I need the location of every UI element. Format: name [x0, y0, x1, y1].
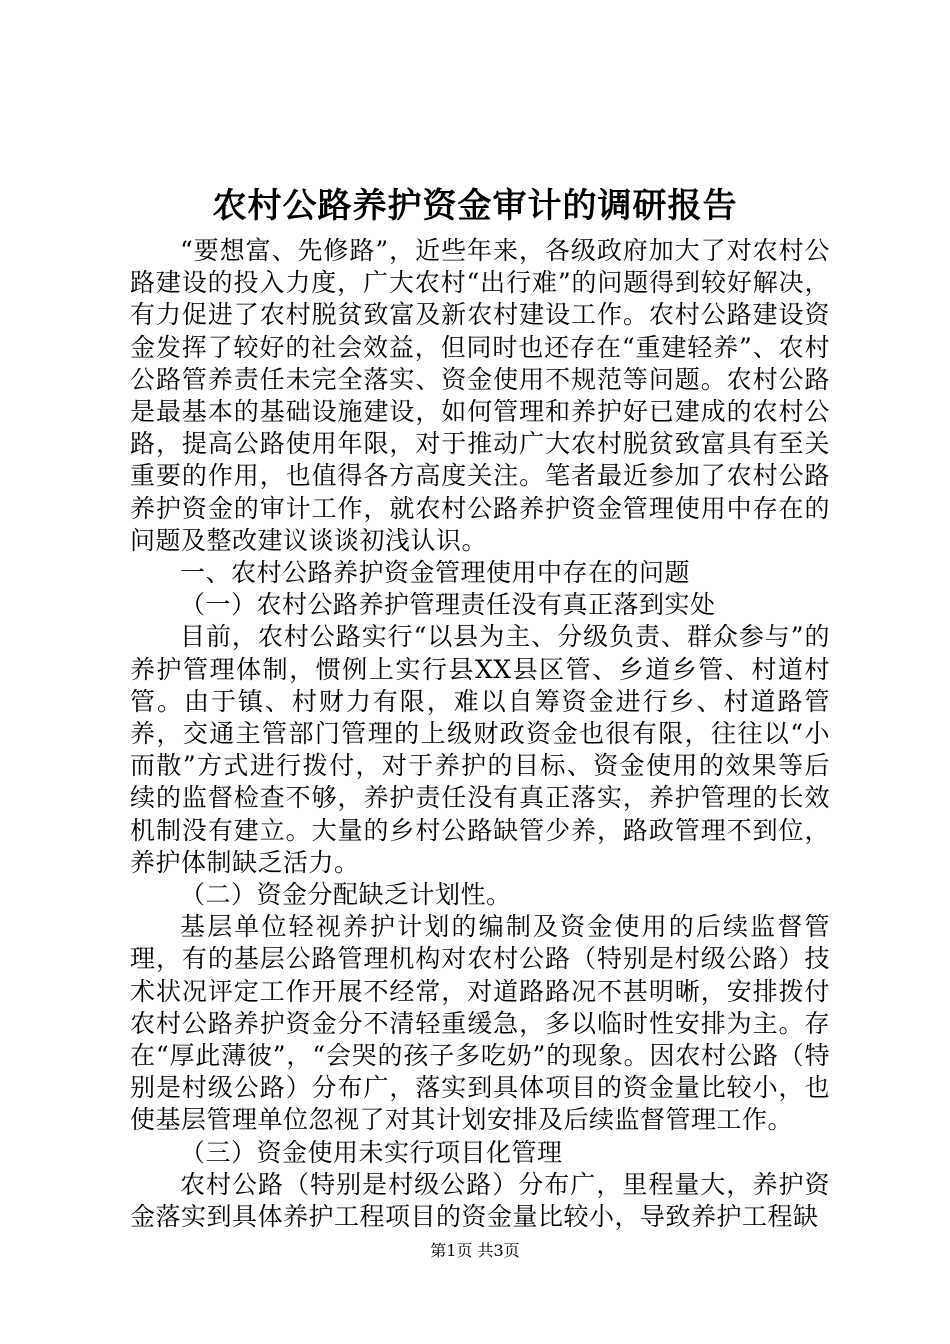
subsection-heading-3: （三）资金使用未实行项目化管理 — [180, 1137, 563, 1167]
document-body — [130, 235, 830, 1233]
paragraph-responsibility: 目前，农村公路实行“以县为主、分级负责、群众参与”的养护管理体制，惯例上实行县XX县区管、乡道乡管、村道村管。由于镇、村财力有限，难以自筹资金进行乡、村道路管养，交通主管部门管理的上级财政资金也很有限，往往以“小而散”方式进行拨付，对于养护的目标、资金使用的效果等后续的监督检查不够，养护责任没有真正落实，养护管理的长效机制没有建立。大量的乡村公路缺管少养，路政管理不到位，养护体制缺乏活力。 — [130, 622, 830, 877]
paragraph-allocation: 基层单位轻视养护计划的编制及资金使用的后续监督管理，有的基层公路管理机构对农村公路（特别是村级公路）技术状况评定工作开展不经常，对道路路况不甚明晰，安排拨付农村公路养护资金分不清轻重缓急，多以临时性安排为主。存在“厚此薄彼”，“会哭的孩子多吃奶”的现象。因农村公路（特别是村级公路）分布广，落实到具体项目的资金量比较小，也使基层管理单位忽视了对其计划安排及后续监督管理工作。 — [130, 912, 830, 1135]
paragraph-intro: “要想富、先修路”，近些年来，各级政府加大了对农村公路建设的投入力度，广大农村“出行难”的问题得到较好解决，有力促进了农村脱贫致富及新农村建设工作。农村公路建设资金发挥了较好的社会效益，但同时也还存在“重建轻养”、农村公路管养责任未完全落实、资金使用不规范等问题。农村公路是最基本的基础设施建设，如何管理和养护好已建成的农村公路，提高公路使用年限，对于推动广大农村脱贫致富具有至关重要的作用，也值得各方高度关注。笔者最近参加了农村公路养护资金的审计工作，就农村公路养护资金管理使用中存在的问题及整改建议谈谈初浅认识。 — [130, 236, 830, 555]
paragraph-project-management: 农村公路（特别是村级公路）分布广，里程量大，养护资金落实到具体养护工程项目的资金量比较小，导致养护工程缺 — [130, 1169, 830, 1232]
document-title: 农村公路养护资金审计的调研报告 — [212, 186, 738, 226]
subsection-heading-1: （一）农村公路养护管理责任没有真正落到实处 — [180, 590, 716, 620]
subsection-heading-2: （二）资金分配缺乏计划性。 — [180, 880, 512, 910]
page-number-footer: 第1页 共3页 — [430, 1241, 520, 1260]
section-heading-1: 一、农村公路养护资金管理使用中存在的问题 — [180, 558, 691, 588]
